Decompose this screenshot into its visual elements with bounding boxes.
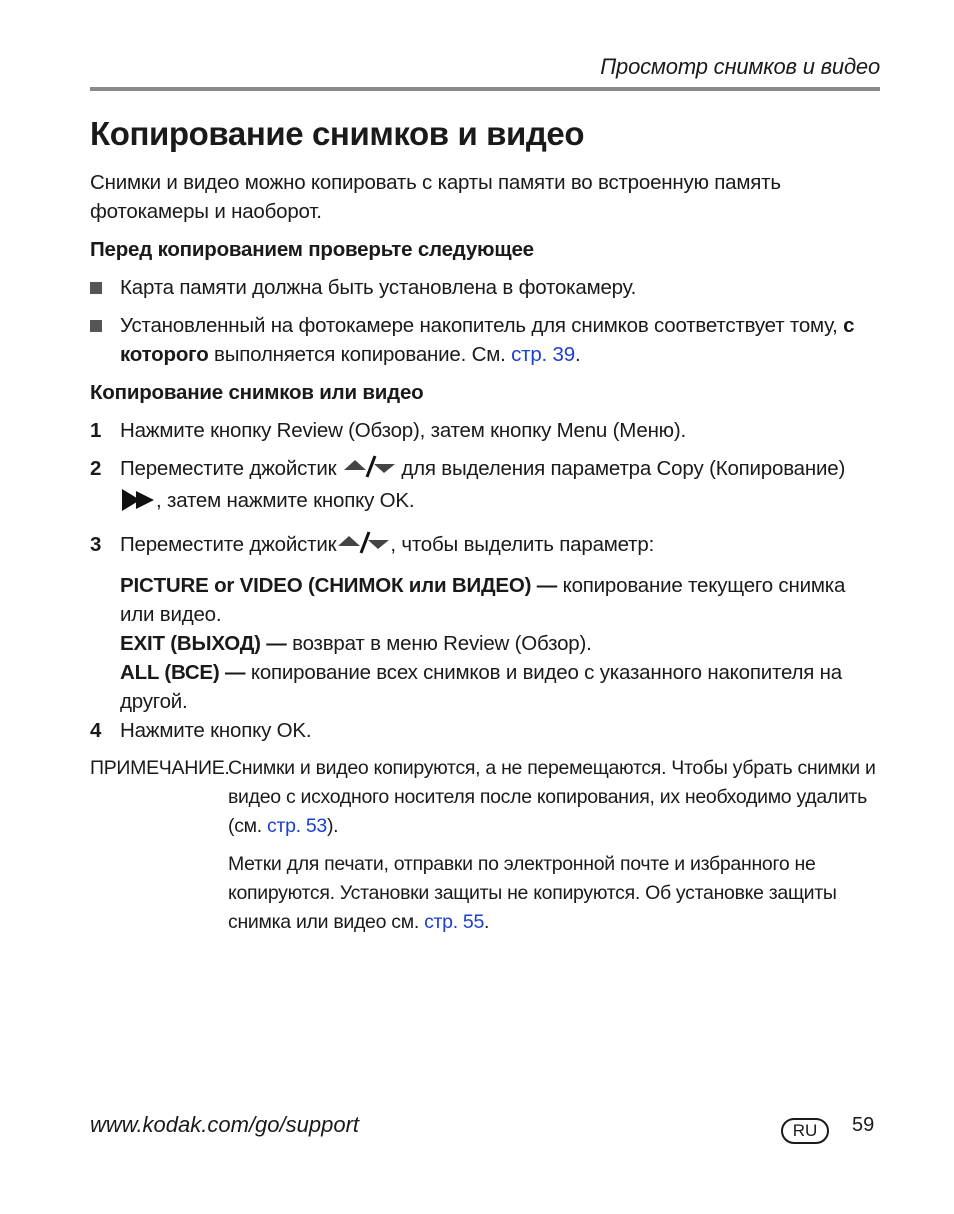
bullet-emphasis: с которого [120, 314, 855, 366]
check-heading: Перед копированием проверьте следующее [90, 238, 534, 261]
option-exit [90, 629, 880, 658]
step-4 [90, 716, 880, 745]
step-number: 2 [90, 457, 102, 480]
step-1 [90, 416, 880, 445]
page-link-53[interactable]: стр. 53 [267, 815, 327, 837]
note-label: ПРИМЕЧАНИЕ. [90, 757, 230, 779]
running-header: Просмотр снимков и видео [600, 54, 880, 79]
step-text: , чтобы выделить параметр: [390, 533, 655, 556]
step-text: , затем нажмите кнопку OK. [156, 489, 415, 512]
option-text: возврат в меню Review (Обзор). [286, 632, 592, 655]
square-bullet-icon [90, 320, 102, 332]
option-label: PICTURE or VIDEO (СНИМОК или ВИДЕО) — [120, 574, 558, 597]
option-text: копирование всех снимков и видео с указанного накопителя на другой. [120, 661, 842, 713]
step-number: 3 [90, 533, 102, 556]
page-title: Копирование снимков и видео [90, 115, 585, 152]
footer-url: www.kodak.com/go/support [90, 1112, 360, 1137]
step-text: Нажмите кнопку Review (Обзор), затем кнопку Menu (Меню). [120, 419, 686, 442]
option-label: ALL (ВСЕ) — [120, 661, 246, 684]
intro-paragraph: Снимки и видео можно копировать с карты памяти во встроенную память фотокамеры и наоборот. [90, 171, 781, 223]
step-text: для выделения параметра Copy (Копирование) [395, 457, 846, 480]
step-number: 4 [90, 719, 102, 742]
step-2 [90, 454, 880, 521]
option-picture-video [90, 571, 880, 629]
language-badge: RU [781, 1118, 829, 1144]
option-label: EXIT (ВЫХОД) — [120, 632, 287, 655]
bullet-text: выполняется копирование. См. [208, 343, 512, 366]
option-text: копирование текущего снимка или видео. [120, 574, 846, 626]
step-text: Переместите джойстик [120, 533, 337, 556]
copy-heading: Копирование снимков или видео [90, 381, 424, 404]
step-text: Переместите джойстик [120, 457, 342, 480]
square-bullet-icon [90, 282, 102, 294]
page-number: 59 [852, 1114, 875, 1136]
bullet-text: Установленный на фотокамере накопитель для снимков соответствует тому, [120, 314, 844, 337]
page-content [90, 168, 880, 946]
joystick-up-down-icon [336, 530, 390, 562]
note-paragraph: Снимки и видео копируются, а не перемещаются. Чтобы убрать снимки и видео с исходного носителя после копирования, их необходимо удалить (см. стр. 53). [228, 757, 876, 837]
copy-arrow-icon [120, 487, 156, 521]
option-all [90, 658, 880, 716]
page-link-55[interactable]: стр. 55 [424, 911, 485, 933]
step-text: Нажмите кнопку OK. [120, 719, 312, 742]
note-block [90, 754, 880, 937]
note-paragraph: Метки для печати, отправки по электронной почте и избранного не копируются. Установки защиты не копируются. Об установке защиты снимка или видео см. стр. 55. [228, 853, 837, 933]
bullet-text: Карта памяти должна быть установлена в фотокамеру. [120, 276, 637, 299]
step-number: 1 [90, 419, 102, 442]
joystick-up-down-icon [342, 454, 396, 486]
bullet-item [90, 273, 880, 302]
bullet-item: Установленный на фотокамере накопитель для снимков соответствует тому, с которого выполняется копирование. См. стр. 39. [90, 311, 880, 369]
header-divider [90, 87, 880, 91]
page-link-39[interactable]: стр. 39 [511, 343, 575, 366]
step-3 [90, 530, 880, 562]
